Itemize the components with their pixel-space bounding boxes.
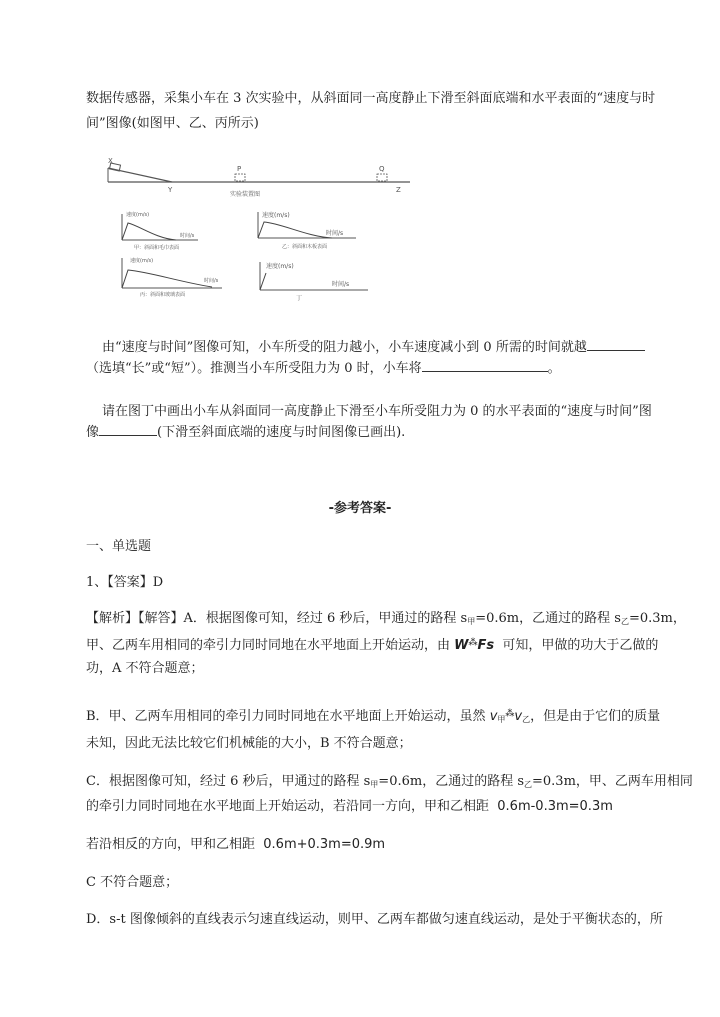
graph-a [122, 211, 198, 251]
formula-w: W [454, 638, 469, 653]
analysis-b-line-2: 未知，因此无法比较它们机械能的大小，B 不符合题意； [86, 736, 412, 751]
setup-caption: 实验装置图 [230, 191, 261, 198]
analysis-a-line-1 [86, 606, 686, 634]
analysis-c-line-1 [86, 769, 693, 797]
graph-b-caption: 乙：斜面和木板表面 [282, 244, 328, 250]
analysis-text: =0.6m，乙通过的路程 s [378, 774, 524, 789]
analysis-c-line-4: C 不符合题意； [86, 875, 179, 890]
formula-operator: ⁂ [468, 638, 478, 648]
graph-b-ylabel: 速度(m/s) [262, 212, 290, 219]
subscript: 甲 [497, 715, 506, 724]
formula-fs: Fs [477, 638, 495, 653]
answer-blank-2[interactable] [422, 357, 548, 372]
graph-d-xlabel: 时间/s [332, 281, 350, 288]
curve-c [122, 270, 212, 288]
graph-c-ylabel: 速度(m/s) [130, 258, 154, 264]
intro-line-2: 间”图像(如图甲、乙、丙所示) [86, 116, 259, 131]
graph-d-ylabel: 速度(m/s) [266, 263, 294, 270]
analysis-text: 若沿相反的方向，甲和乙相距 [86, 837, 256, 852]
curve-a [122, 223, 176, 240]
analysis-text: =0.3m， [628, 611, 686, 626]
answer-blank-3[interactable] [99, 421, 157, 436]
graph-c [122, 257, 222, 298]
analysis-d-line-1: D．s-t 图像倾斜的直线表示匀速直线运动，则甲、乙两车都做匀速直线运动，是处于平衡状态的，所 [86, 912, 663, 927]
curve-b [258, 222, 332, 238]
analysis-text: B．甲、乙两车用相同的牵引力同时同地在水平地面上开始运动，虽然 [86, 709, 486, 724]
sensor-p [235, 174, 245, 181]
q2-line-1: 请在图丁中画出小车从斜面同一高度静止下滑至小车所受阻力为 0 的水平表面的“速度与时间”图 [102, 404, 652, 419]
label-x: X [108, 157, 113, 165]
intro-line-1: 数据传感器，采集小车在 3 次实验中，从斜面同一高度静止下滑至斜面底端和水平表面的“速度与时 [86, 91, 656, 106]
v-yi: v [514, 709, 523, 724]
expression-opposite-direction: 0.6m+0.3m=0.9m [263, 837, 386, 852]
graph-a-xlabel: 时间/s [180, 233, 195, 239]
sensor-q [377, 174, 387, 181]
graph-b [258, 211, 356, 250]
analysis-text: 【解析】【解答】A．根据图像可知，经过 6 秒后，甲通过的路程 s [86, 611, 468, 626]
q2-line-2 [86, 420, 674, 445]
expression-same-direction: 0.6m-0.3m=0.3m [497, 799, 613, 814]
q1-text-3: 。 [547, 361, 561, 376]
subscript: 乙 [620, 617, 629, 626]
q1-text-2: （选填“长”或“短”）。推测当小车所受阻力为 0 时，小车将 [86, 361, 422, 376]
graph-a-caption: 甲：斜面和毛巾表面 [134, 245, 180, 251]
analysis-c-line-2 [86, 794, 674, 819]
analysis-b-line-1 [86, 702, 674, 732]
label-p: P [237, 165, 242, 173]
label-y: Y [168, 186, 173, 194]
curve-d [260, 273, 266, 290]
answer-blank-1[interactable] [587, 336, 645, 351]
graph-d-caption: 丁 [296, 295, 303, 302]
analysis-text: =0.3m，甲、乙两车用相同 [532, 774, 693, 789]
analysis-text: 的牵引力同时同地在水平地面上开始运动，若沿同一方向，甲和乙相距 [86, 799, 490, 814]
section-heading: 一、单选题 [86, 539, 152, 554]
analysis-text: 可知，甲做的功大于乙做的 [502, 638, 659, 653]
label-z: Z [396, 186, 401, 194]
answer-1: 1、【答案】D [86, 575, 164, 590]
formula-operator: ⁂ [505, 709, 515, 719]
label-q: Q [379, 165, 385, 173]
graph-d [260, 262, 368, 302]
analysis-text: 甲、乙两车用相同的牵引力同时同地在水平地面上开始运动，由 [86, 638, 451, 653]
q2-text-2: (下滑至斜面底端的速度与时间图像已画出). [157, 425, 406, 440]
graph-c-caption: 丙：斜面和玻璃表面 [140, 292, 186, 298]
analysis-text: C．根据图像可知，经过 6 秒后，甲通过的路程 s [86, 774, 371, 789]
q1-text-1: 由“速度与时间”图像可知，小车所受的阻力越小，小车速度减小到 0 所需的时间就越 [102, 340, 587, 355]
analysis-c-line-3 [86, 832, 674, 857]
graph-c-xlabel: 时间/s [204, 278, 219, 284]
subscript: 乙 [524, 780, 532, 789]
graph-b-xlabel: 时间/s [326, 230, 344, 237]
v-jia: v [489, 709, 498, 724]
q1-line-2 [86, 356, 674, 381]
graph-a-ylabel: 速度(m/s) [126, 212, 150, 218]
analysis-a-line-2 [86, 631, 674, 658]
analysis-text: =0.6m，乙通过的路程 s [475, 611, 621, 626]
subscript: 乙 [522, 715, 531, 724]
analysis-a-line-3: 功，A 不符合题意； [86, 661, 204, 676]
q2-text-1: 像 [86, 425, 100, 440]
experiment-figure [100, 156, 414, 306]
subscript: 甲 [370, 780, 379, 789]
analysis-text: ，但是由于它们的质量 [530, 709, 661, 724]
answers-title: -参考答案- [328, 501, 392, 516]
ramp [108, 168, 172, 182]
subscript: 甲 [467, 617, 476, 626]
